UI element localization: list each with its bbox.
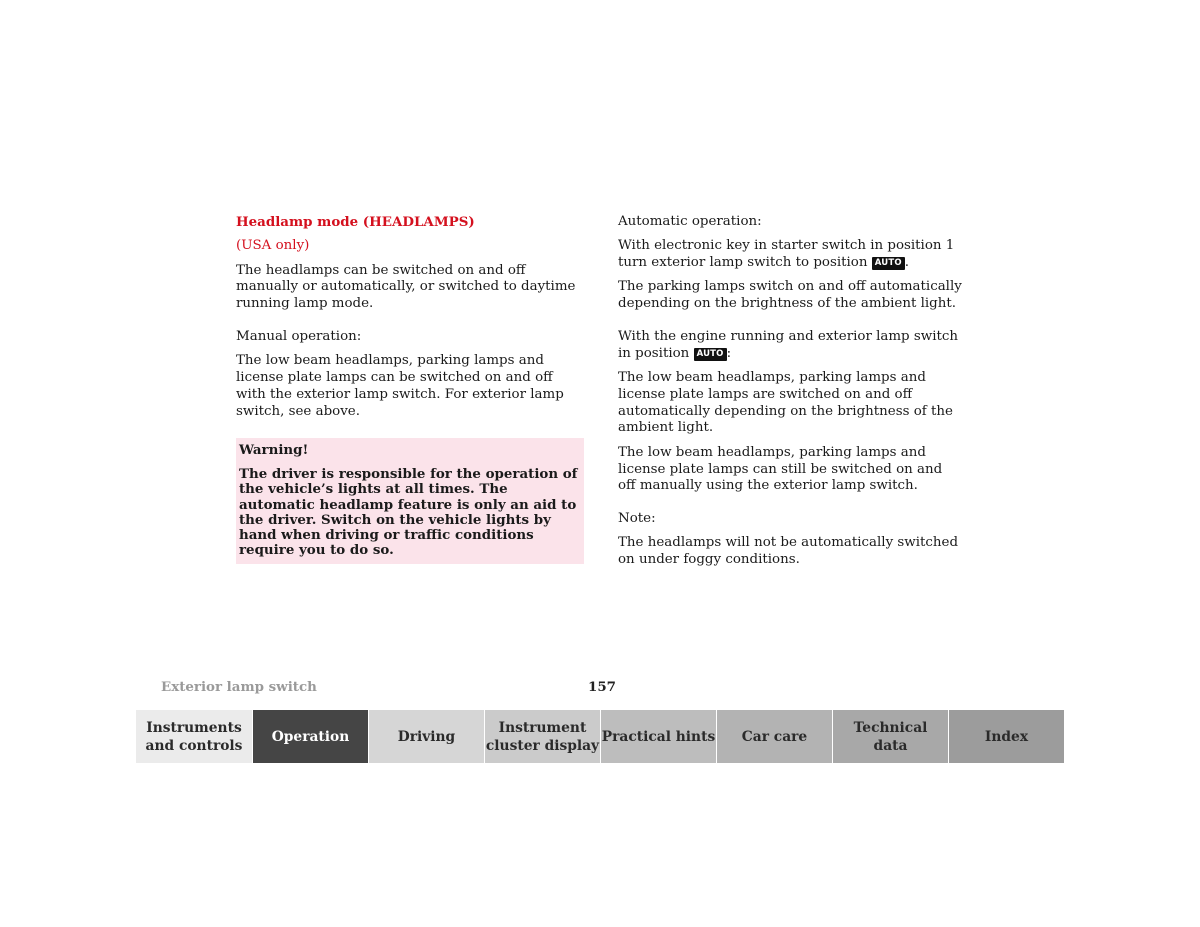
manual-operation-text: The low beam headlamps, parking lamps and license plate lamps can be switched on and off with the exterior lamp switch. For exterior lamp switch, see above.: [236, 353, 564, 419]
parking-lamps-text: The parking lamps switch on and off automatically depending on the brightness of the ambient light.: [618, 279, 962, 312]
section-heading: Headlamp mode (HEADLAMPS): [236, 214, 475, 230]
tab-instrument-cluster-display[interactable]: Instrument cluster display: [484, 710, 600, 763]
warning-box: [236, 438, 584, 564]
tab-technical-data[interactable]: Technical data: [832, 710, 948, 763]
automatic-operation-text-end: .: [904, 255, 910, 271]
warning-text: The driver is responsible for the operation of the vehicle’s lights at all times. The automatic headlamp feature is only an aid to the driver. Switch on the vehicle lights by hand when driving or traffic conditions require you to do so.: [239, 466, 578, 559]
tab-operation[interactable]: Operation: [252, 710, 368, 763]
chapter-nav-bar: [136, 710, 1065, 763]
tab-car-care[interactable]: Car care: [716, 710, 832, 763]
low-beam-manual-text: The low beam headlamps, parking lamps and license plate lamps can still be switched on and off manually using the exterior lamp switch.: [618, 444, 943, 494]
automatic-operation-text-start: With electronic key in starter switch in position 1 turn exterior lamp switch to position: [618, 238, 955, 271]
tab-index[interactable]: Index: [948, 710, 1064, 763]
engine-running-text: [618, 329, 963, 363]
footer-section-title: Exterior lamp switch: [161, 679, 317, 695]
manual-operation-label: Manual operation:: [236, 328, 362, 344]
note-text: The headlamps will not be automatically switched on under foggy conditions.: [618, 535, 959, 568]
engine-running-text-end: :: [726, 345, 732, 361]
page-number: 157: [588, 679, 616, 695]
automatic-operation-label: Automatic operation:: [618, 214, 762, 229]
section-subheading: (USA only): [236, 238, 310, 254]
right-column: [618, 214, 963, 577]
intro-paragraph: The headlamps can be switched on and off manually or automatically, or switched to daytime running lamp mode.: [236, 262, 576, 312]
warning-title: Warning!: [239, 442, 309, 459]
auto-position-icon: AUTO: [694, 348, 727, 361]
note-label: Note:: [618, 511, 656, 527]
auto-position-icon: AUTO: [872, 257, 905, 270]
engine-running-text-start: With the engine running and exterior lamp switch in position: [618, 328, 959, 361]
low-beam-auto-text: The low beam headlamps, parking lamps and license plate lamps are switched on and off automatically depending on the brightness of the ambient light.: [618, 370, 953, 436]
tab-driving[interactable]: Driving: [368, 710, 484, 763]
tab-instruments-and-controls[interactable]: Instruments and controls: [136, 710, 252, 763]
automatic-operation-text: [618, 238, 963, 272]
tab-practical-hints[interactable]: Practical hints: [600, 710, 716, 763]
left-column: [236, 214, 586, 564]
